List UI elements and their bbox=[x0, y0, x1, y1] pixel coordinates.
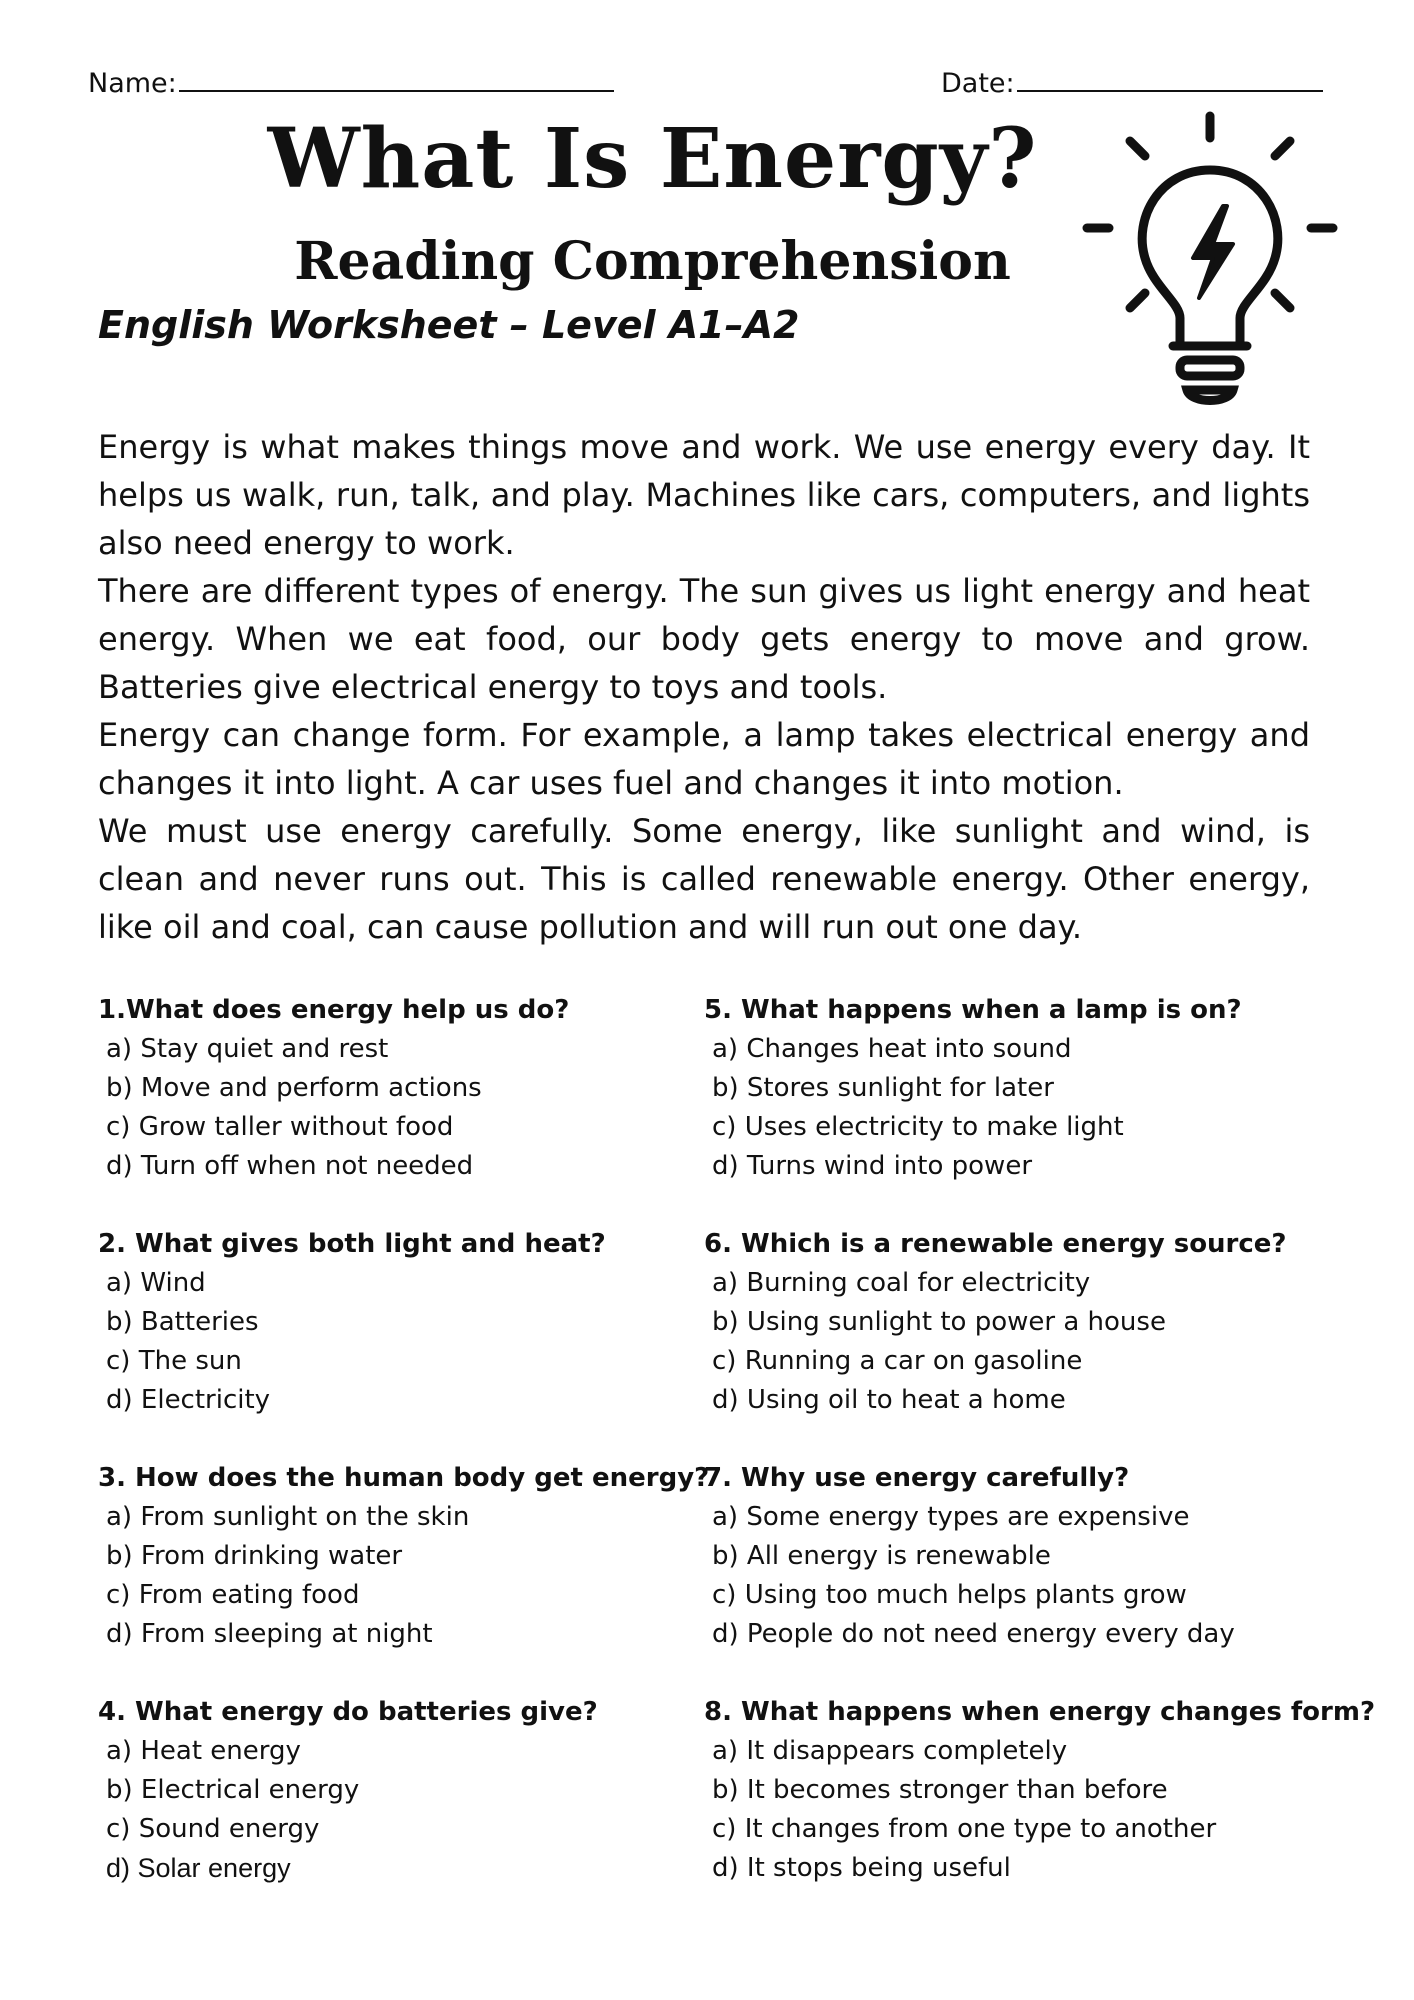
answer-option[interactable]: b) Electrical energy bbox=[106, 1775, 360, 1805]
date-label: Date: bbox=[941, 68, 1015, 99]
question-text: 3. How does the human body get energy? bbox=[98, 1463, 710, 1493]
question-3 bbox=[98, 1458, 710, 1692]
answer-option[interactable]: c) It changes from one type to another bbox=[712, 1814, 1217, 1844]
question-column-left bbox=[98, 990, 710, 1926]
answer-option[interactable]: d) Turn off when not needed bbox=[106, 1151, 474, 1181]
answer-option[interactable]: a) Wind bbox=[106, 1268, 206, 1298]
date-blank-line bbox=[1017, 66, 1323, 92]
question-text: 5. What happens when a lamp is on? bbox=[704, 995, 1242, 1025]
passage-paragraph: We must use energy carefully. Some energy, like sunlight and wind, is clean and never runs out. This is called renewable energy. Other energy, like oil and coal, can cause pollution and will run out one day. bbox=[98, 812, 1310, 946]
question-text: 6. Which is a renewable energy source? bbox=[704, 1229, 1287, 1259]
answer-option[interactable]: b) It becomes stronger than before bbox=[712, 1775, 1168, 1805]
answer-option[interactable]: a) From sunlight on the skin bbox=[106, 1502, 470, 1532]
question-text: 1.What does energy help us do? bbox=[98, 995, 570, 1025]
question-7 bbox=[704, 1458, 1344, 1692]
name-blank-line bbox=[179, 66, 614, 92]
name-label: Name: bbox=[88, 68, 177, 99]
answer-option[interactable]: d) From sleeping at night bbox=[106, 1619, 433, 1649]
answer-option[interactable]: d) Using oil to heat a home bbox=[712, 1385, 1066, 1415]
question-text: 7. Why use energy carefully? bbox=[704, 1463, 1130, 1493]
answer-option[interactable]: c) Running a car on gasoline bbox=[712, 1346, 1083, 1376]
answer-option[interactable]: b) Move and perform actions bbox=[106, 1073, 482, 1103]
question-2 bbox=[98, 1224, 698, 1458]
answer-option[interactable]: c) Uses electricity to make light bbox=[712, 1112, 1124, 1142]
answer-option[interactable]: a) Heat energy bbox=[106, 1736, 301, 1766]
passage-paragraph: There are different types of energy. The sun gives us light energy and heat energy. When we eat food, our body gets energy to move and grow. Batteries give electrical energy to toys and tools. bbox=[98, 572, 1310, 706]
reading-passage bbox=[98, 423, 1310, 951]
worksheet-level: English Worksheet – Level A1–A2 bbox=[98, 303, 800, 347]
answer-option[interactable]: b) From drinking water bbox=[106, 1541, 403, 1571]
question-4 bbox=[98, 1692, 698, 1926]
answer-option[interactable]: b) Stores sunlight for later bbox=[712, 1073, 1054, 1103]
light-bulb-icon bbox=[1075, 108, 1345, 418]
date-field[interactable] bbox=[941, 66, 1323, 99]
answer-option[interactable]: c) Sound energy bbox=[106, 1814, 320, 1844]
answer-option[interactable]: d) Solar energy bbox=[106, 1853, 291, 1883]
worksheet-subtitle: Reading Comprehension bbox=[294, 231, 1011, 292]
answer-option[interactable]: c) From eating food bbox=[106, 1580, 360, 1610]
answer-option[interactable]: a) Burning coal for electricity bbox=[712, 1268, 1091, 1298]
name-field[interactable] bbox=[88, 66, 614, 99]
passage-paragraph: Energy can change form. For example, a lamp takes electrical energy and changes it into light. A car uses fuel and changes it into motion. bbox=[98, 716, 1310, 802]
answer-option[interactable]: b) Using sunlight to power a house bbox=[712, 1307, 1166, 1337]
answer-option[interactable]: d) It stops being useful bbox=[712, 1853, 1011, 1883]
answer-option[interactable]: d) Electricity bbox=[106, 1385, 271, 1415]
question-column-right bbox=[704, 990, 1376, 1926]
passage-paragraph: Energy is what makes things move and work. We use energy every day. It helps us walk, run, talk, and play. Machines like cars, computers, and lights also need energy to work. bbox=[98, 428, 1310, 562]
question-8 bbox=[704, 1692, 1376, 1926]
answer-option[interactable]: a) Some energy types are expensive bbox=[712, 1502, 1190, 1532]
question-5 bbox=[704, 990, 1344, 1224]
answer-option[interactable]: b) Batteries bbox=[106, 1307, 259, 1337]
answer-option[interactable]: d) People do not need energy every day bbox=[712, 1619, 1235, 1649]
question-text: 8. What happens when energy changes form? bbox=[704, 1697, 1376, 1727]
answer-option[interactable]: a) It disappears completely bbox=[712, 1736, 1068, 1766]
answer-option[interactable]: a) Stay quiet and rest bbox=[106, 1034, 389, 1064]
question-section bbox=[98, 990, 1376, 1940]
answer-option[interactable]: d) Turns wind into power bbox=[712, 1151, 1033, 1181]
question-text: 2. What gives both light and heat? bbox=[98, 1229, 606, 1259]
answer-option[interactable]: c) The sun bbox=[106, 1346, 242, 1376]
answer-option[interactable]: c) Using too much helps plants grow bbox=[712, 1580, 1187, 1610]
answer-option[interactable]: c) Grow taller without food bbox=[106, 1112, 454, 1142]
question-1 bbox=[98, 990, 698, 1224]
question-text: 4. What energy do batteries give? bbox=[98, 1697, 598, 1727]
answer-option[interactable]: b) All energy is renewable bbox=[712, 1541, 1051, 1571]
worksheet-title: What Is Energy? bbox=[267, 111, 1038, 207]
question-6 bbox=[704, 1224, 1344, 1458]
answer-option[interactable]: a) Changes heat into sound bbox=[712, 1034, 1072, 1064]
